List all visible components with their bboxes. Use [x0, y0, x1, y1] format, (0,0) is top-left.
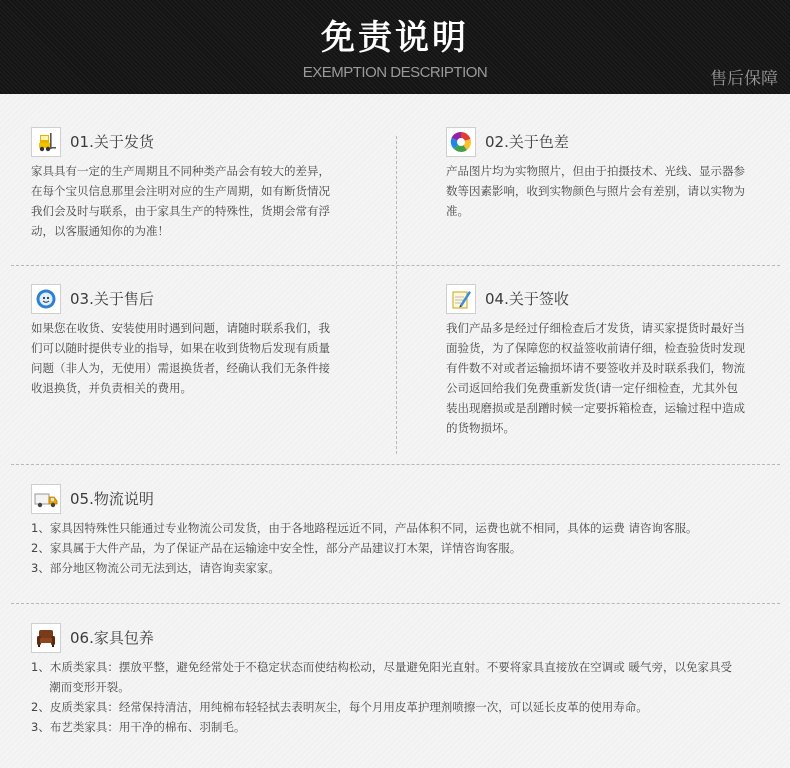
- section-title: 03.关于售后: [70, 290, 154, 308]
- paragraph-line: 如果您在收货、安装使用时遇到问题，请随时联系我们，我: [31, 321, 330, 335]
- color-wheel-icon: [446, 127, 476, 157]
- paragraph-line: 家具具有一定的生产周期且不同种类产品会有较大的差异，: [31, 164, 330, 178]
- paragraph-line: 我们会及时与联系，由于家具生产的特殊性，货期会常有浮: [31, 204, 330, 218]
- section-title: 06.家具包养: [70, 629, 154, 647]
- content-area: [0, 94, 790, 768]
- forklift-icon: [31, 127, 61, 157]
- paragraph-line: 公司返回给我们免费重新发货(请一定仔细检查，尤其外包: [446, 381, 738, 395]
- paragraph-line: 产品图片均为实物照片，但由于拍摄技术、光线、显示器参: [446, 164, 745, 178]
- paragraph-line: 问题（非人为，无使用）需退换货者，经确认我们无条件接: [31, 361, 330, 375]
- paragraph-line: 有件数不对或者运输损坏请不要签收并及时联系我们，物流: [446, 361, 745, 375]
- paragraph-line: 们可以随时提供专业的指导，如果在收到货物后发现有质量: [31, 341, 330, 355]
- paragraph-line: 我们产品多是经过仔细检查后才发货，请买家提货时最好当: [446, 321, 745, 335]
- list-item: 3、部分地区物流公司无法到达，请咨询卖家家。: [31, 561, 280, 575]
- support-icon: [31, 284, 61, 314]
- section-shipping: [31, 127, 381, 241]
- header-tag: 售后保障: [710, 69, 778, 89]
- armchair-icon: [31, 623, 61, 653]
- row-divider: [11, 265, 780, 266]
- section-furniture-care: [31, 623, 776, 737]
- list-item: 3、布艺类家具：用干净的棉布、羽制毛。: [31, 720, 246, 734]
- row-divider: [11, 464, 780, 465]
- truck-icon: [31, 484, 61, 514]
- section-title: 04.关于签收: [485, 290, 569, 308]
- column-divider: [396, 136, 397, 454]
- section-color-difference: [446, 127, 776, 221]
- list-item: 2、皮质类家具：经常保持清洁，用纯棉布轻轻拭去表明灰尘，每个月用皮革护理剂喷擦一次，可以延长皮革的使用寿命。: [31, 700, 648, 714]
- paragraph-line: 动，以客服通知你的为准！: [31, 224, 169, 238]
- section-logistics: [31, 484, 776, 578]
- page-title: 免责说明: [321, 18, 469, 58]
- page-header: [0, 0, 790, 94]
- section-title: 01.关于发货: [70, 133, 154, 151]
- paragraph-line: 收退换货，并负责相关的费用。: [31, 381, 192, 395]
- paragraph-line: 面验货，为了保障您的权益签收前请仔细，检查验货时发现: [446, 341, 745, 355]
- list-item: 1、家具因特殊性只能通过专业物流公司发货，由于各地路程远近不同，产品体积不同，运费也就不相同，具体的运费 请咨询客服。: [31, 521, 698, 535]
- section-after-sales: [31, 284, 381, 398]
- page-subtitle: EXEMPTION DESCRIPTION: [302, 64, 488, 81]
- section-title: 02.关于色差: [485, 133, 569, 151]
- signature-icon: [446, 284, 476, 314]
- row-divider: [11, 603, 780, 604]
- paragraph-line: 数等因素影响，收到实物颜色与照片会有差别，请以实物为: [446, 184, 745, 198]
- section-delivery-signing: [446, 284, 776, 438]
- list-item: 2、家具属于大件产品，为了保证产品在运输途中安全性，部分产品建议打木架，详情咨询客服。: [31, 541, 522, 555]
- paragraph-line: 准。: [446, 204, 469, 218]
- section-title: 05.物流说明: [70, 490, 154, 508]
- paragraph-line: 装出现磨损或是刮蹭时候一定要拆箱检查，运输过程中造成: [446, 401, 745, 415]
- paragraph-line: 在每个宝贝信息那里会注明对应的生产周期，如有断货情况: [31, 184, 330, 198]
- paragraph-line: 的货物损坏。: [446, 421, 515, 435]
- list-item: 潮而变形开裂。: [31, 680, 130, 694]
- list-item: 1、木质类家具：摆放平整，避免经常处于不稳定状态而使结构松动，尽量避免阳光直射。不要将家具直接放在空调或 暖气旁，以免家具受: [31, 660, 732, 674]
